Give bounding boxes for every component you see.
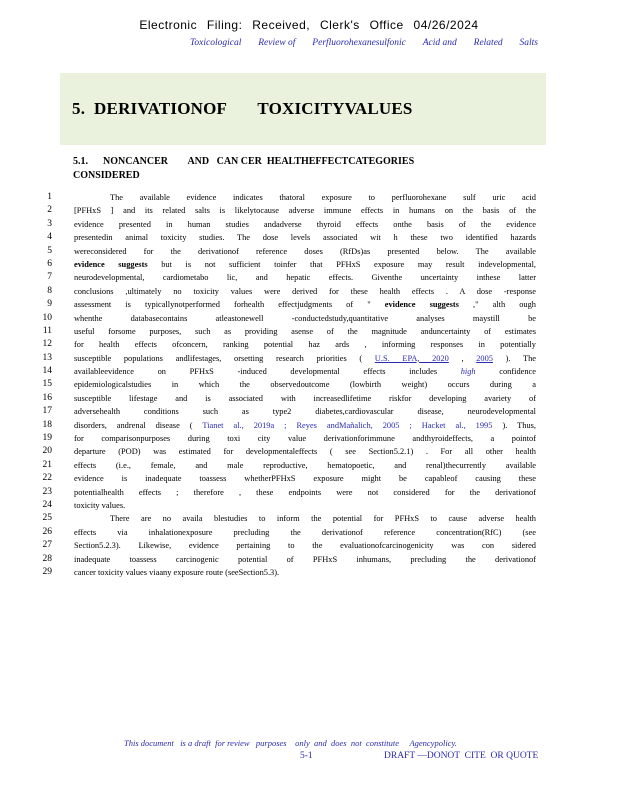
text-line xyxy=(0,486,618,499)
text-line xyxy=(0,392,618,405)
text-line xyxy=(0,566,618,579)
text-line xyxy=(0,432,618,445)
line-text xyxy=(74,245,536,258)
line-number: 5 xyxy=(47,245,52,256)
line-text-segment: whenthe databasecontains atleastonewell -conductedstudy,quantitative analyses maystill be xyxy=(74,313,536,323)
line-number: 11 xyxy=(42,325,52,336)
line-number: 4 xyxy=(47,232,52,243)
text-line xyxy=(0,231,618,244)
line-text-segment: inadequate toassess carcinogenic potential of PFHxS inhumans, precluding the derivationof xyxy=(74,554,536,564)
running-head-word: Acid and xyxy=(422,38,457,48)
line-text xyxy=(74,459,536,472)
line-text xyxy=(74,539,536,552)
line-text xyxy=(74,338,536,351)
line-text xyxy=(74,298,536,311)
line-text xyxy=(74,445,536,458)
emphasis-term: evidence suggests xyxy=(384,300,459,310)
line-number: 14 xyxy=(42,366,52,377)
text-line xyxy=(0,258,618,271)
section-title: 5. DERIVATIONOF TOXICITYVALUES xyxy=(72,99,413,118)
line-number: 17 xyxy=(42,406,52,417)
line-text-segment: epidemiologicalstudies in which the observedoutcome (lowbirth weight) occurs during a xyxy=(74,380,536,390)
text-line xyxy=(0,245,618,258)
line-text xyxy=(74,285,536,298)
line-text-segment: conclusions ,ultimately no toxicity values were derived for these health effects . A dose -response xyxy=(74,286,536,296)
running-head xyxy=(190,38,538,48)
line-text xyxy=(74,499,536,512)
running-head-word: Review of xyxy=(258,38,296,48)
text-line xyxy=(0,419,618,432)
line-number: 25 xyxy=(42,513,52,524)
line-text-segment: evidence presented in human studies andadverse thyroid effects onthe basis of the evidence xyxy=(74,219,536,229)
line-text-segment: but is not sufficient toinfer that PFHxS exposure may result indevelopmental, xyxy=(161,259,536,269)
citation-link[interactable]: Tianet al., 2019a ; Reyes andMañalich, 2005 ; Hacket al., 1995 xyxy=(202,420,493,430)
line-text xyxy=(74,392,536,405)
line-text-segment: effects via inhalationexposure precluding the derivationof reference concentration(RfC) (see xyxy=(74,527,536,537)
text-line xyxy=(0,338,618,351)
line-number: 10 xyxy=(42,312,52,323)
line-text xyxy=(74,419,536,432)
text-line xyxy=(0,312,618,325)
line-text xyxy=(74,312,536,325)
text-line xyxy=(0,539,618,552)
subsection-heading-line2: CONSIDERED xyxy=(73,170,140,181)
line-number: 1 xyxy=(47,192,52,202)
body-text xyxy=(0,191,618,579)
running-head-word: Toxicological xyxy=(190,38,242,48)
text-line xyxy=(0,459,618,472)
line-text-segment: adversehealth conditions such as type2 diabetes,cardiovascular disease, neurodevelopmental xyxy=(74,407,536,417)
running-head-word: Perfluorohexanesulfonic xyxy=(312,38,406,48)
text-line xyxy=(0,204,618,217)
text-line xyxy=(0,271,618,284)
line-number: 18 xyxy=(42,419,52,430)
line-number: 23 xyxy=(42,486,52,497)
line-text-segment: for health effects ofconcern, ranking potential haz ards , informing responses in potentially xyxy=(74,340,536,350)
line-number: 8 xyxy=(47,285,52,296)
text-line xyxy=(0,218,618,231)
line-number: 20 xyxy=(42,446,52,457)
text-line xyxy=(0,298,618,311)
line-number: 29 xyxy=(42,566,52,577)
line-number: 13 xyxy=(42,352,52,363)
line-text xyxy=(74,486,536,499)
line-number: 7 xyxy=(47,272,52,283)
line-text-segment: neurodevelopmental, cardiometabo lic, and hepatic effects. Giventhe uncertainty inthese latter xyxy=(74,273,536,283)
line-text-segment: disorders, andrenal disease ( xyxy=(74,420,193,430)
line-text-segment: ). The xyxy=(505,353,536,363)
line-text-segment: ," alth ough xyxy=(472,300,536,310)
line-number: 6 xyxy=(47,258,52,269)
text-line xyxy=(0,526,618,539)
text-line xyxy=(0,378,618,391)
line-text-segment: availableevidence on PFHxS -induced developmental effects includes xyxy=(74,367,438,377)
line-text-segment: evidence is inadequate toassess whetherPFHxS exposure might be capableof causing these xyxy=(74,474,536,484)
line-number: 22 xyxy=(42,473,52,484)
line-text xyxy=(74,365,536,378)
confidence-term: high xyxy=(460,367,476,377)
line-number: 28 xyxy=(42,553,52,564)
line-text xyxy=(74,378,536,391)
citation-link[interactable]: 2005 xyxy=(476,353,493,363)
text-line xyxy=(0,352,618,365)
text-line xyxy=(0,325,618,338)
line-text-segment: departure (POD) was estimated for developmentaleffects ( see Section5.2.1) . For all other health xyxy=(74,447,536,457)
line-text-segment: toxicity values. xyxy=(74,500,126,510)
line-text-segment: for comparisonpurposes during toxi city value derivationforimmune andthyroideffects, a pointof xyxy=(74,434,536,444)
line-text-segment: ). Thus, xyxy=(502,420,536,430)
page-number: 5-1 xyxy=(300,751,313,761)
emphasis-term: evidence suggests xyxy=(74,259,148,269)
line-text xyxy=(74,231,536,244)
line-text-segment: confidence xyxy=(499,367,536,377)
line-text xyxy=(74,432,536,445)
line-text xyxy=(74,258,536,271)
line-number: 16 xyxy=(42,392,52,403)
text-line xyxy=(0,365,618,378)
line-text xyxy=(74,204,536,217)
line-text-segment: effects (i.e., female, and male reproductive, hematopoetic, and renal)thecurrently available xyxy=(74,460,536,470)
line-text xyxy=(74,405,536,418)
line-number: 12 xyxy=(42,339,52,350)
line-text-segment: , xyxy=(461,353,477,363)
line-text xyxy=(74,218,536,231)
line-text-segment: cancer toxicity values viaany exposure route (seeSection5.3). xyxy=(74,567,280,577)
line-number: 2 xyxy=(47,205,52,216)
line-text xyxy=(74,553,536,566)
line-number: 3 xyxy=(47,218,52,229)
line-text-segment: [PFHxS ] and its related salts is likelytocause adverse immune effects in humans on the basis of the xyxy=(74,206,536,216)
line-text-segment: assessment is typicallynotperformed forhealth effectjudgments of " xyxy=(74,300,371,310)
line-number: 24 xyxy=(42,499,52,510)
line-number: 19 xyxy=(42,433,52,444)
line-text xyxy=(74,526,536,539)
text-line xyxy=(0,472,618,485)
text-line xyxy=(0,512,618,525)
line-text xyxy=(74,271,536,284)
line-text xyxy=(110,512,536,525)
line-text-segment: There are no availa blestudies to inform the potential for PFHxS to cause adverse health xyxy=(110,514,536,524)
text-line xyxy=(0,553,618,566)
text-line xyxy=(0,405,618,418)
text-line xyxy=(0,445,618,458)
line-text-segment: Section5.2.3). Likewise, evidence pertaining to the evaluationofcarcinogenicity was con sidered xyxy=(74,541,536,551)
citation-link[interactable]: U.S. EPA, 2020 xyxy=(374,353,449,363)
running-head-word: Related xyxy=(473,38,503,48)
text-line xyxy=(0,285,618,298)
line-number: 27 xyxy=(42,540,52,551)
draft-disclaimer: This document is a draft for review purposes only and does not constitute Agencypolicy. xyxy=(124,738,457,748)
electronic-filing-stamp: Electronic Filing: Received, Clerk's Office 04/26/2024 xyxy=(139,18,479,32)
line-text-segment: presentedin animal toxicity studies. The dose levels associated wit h these two identified hazards xyxy=(74,233,536,243)
line-number: 26 xyxy=(42,526,52,537)
text-line xyxy=(0,191,618,204)
subsection-heading-line1: 5.1. NONCANCER AND CAN CER HEALTHEFFECTCATEGORIES xyxy=(73,156,415,167)
line-text xyxy=(74,352,536,365)
line-text xyxy=(74,472,536,485)
line-number: 21 xyxy=(42,459,52,470)
draft-notice: DRAFT —DONOT CITE OR QUOTE xyxy=(384,751,539,761)
line-text-segment: potentialhealth effects ; therefore , these endpoints were not considered for the derivationof xyxy=(74,487,536,497)
line-text xyxy=(74,325,536,338)
line-text xyxy=(74,566,536,579)
running-head-word: Salts xyxy=(519,38,538,48)
line-number: 9 xyxy=(47,299,52,310)
line-text-segment: useful forsome purposes, such as providing asense of the magnitude anduncertainty of estimates xyxy=(74,326,536,336)
line-number: 15 xyxy=(42,379,52,390)
line-text-segment: susceptible lifestage and is associated with increasedlifetime riskfor developing avariety of xyxy=(74,393,536,403)
line-text-segment: The available evidence indicates thatoral exposure to perfluorohexane sulf uric acid xyxy=(110,193,536,202)
line-text xyxy=(110,191,536,204)
line-text-segment: wereconsidered for the derivationof reference doses (RfDs)as presented below. The available xyxy=(74,246,536,256)
text-line xyxy=(0,499,618,512)
line-text-segment: susceptible populations andlifestages, orsetting research priorities ( xyxy=(74,353,363,363)
subsection-heading xyxy=(73,155,533,183)
